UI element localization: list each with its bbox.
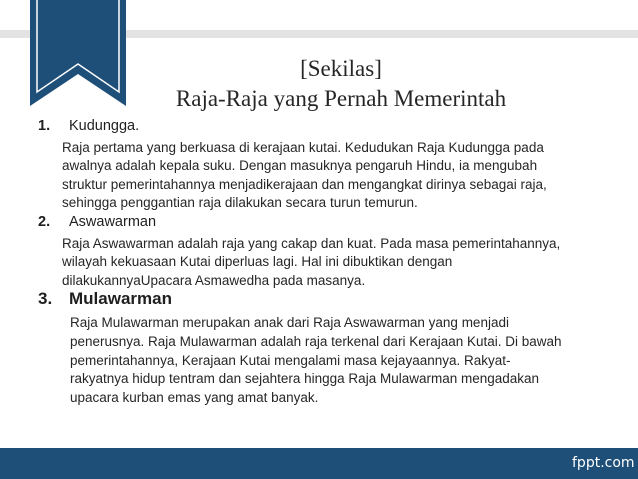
description-line: rakyatnya hidup tentram dan sejahtera hingga Raja Mulawarman mengadakan	[70, 371, 540, 387]
list-item-number: 3.	[38, 289, 53, 308]
slide-title-line2: Raja-Raja yang Pernah Memerintah	[175, 86, 507, 111]
list-item-number: 2.	[38, 214, 51, 230]
description-line: Raja Mulawarman merupakan anak dari Raja Aswawarman yang menjadi	[70, 315, 509, 330]
list-item-description	[62, 235, 560, 290]
description-line: Raja pertama yang berkuasa di kerajaan kutai. Kedudukan Raja Kudungga pada	[62, 140, 544, 155]
description-line: upacara kurban emas yang amat banyak.	[70, 390, 319, 406]
list-item-description	[70, 314, 562, 408]
list-item-heading	[38, 117, 338, 137]
list-item-description	[62, 139, 547, 213]
slide-title-line1: [Sekilas]	[300, 56, 382, 81]
list-item-name: Aswawarman	[69, 214, 157, 230]
list-item-heading	[38, 290, 338, 312]
list-item-number: 1.	[38, 118, 51, 134]
description-line: penerusnya. Raja Mulawarman adalah raja terkenal dari Kerajaan Kutai. Di bawah	[70, 333, 562, 349]
description-line: sehingga penggantian raja dilakukan secara turun temurun.	[62, 195, 418, 211]
footer-bar	[0, 448, 638, 479]
list-item-name: Kudungga	[69, 118, 136, 134]
list-item-heading	[38, 213, 338, 233]
list-item-name-suffix: .	[135, 118, 140, 134]
description-line: pemerintahannya, Kerajaan Kutai mengalami masa kejayaannya. Rakyat-	[70, 352, 511, 368]
description-line: Raja Aswawarman adalah raja yang cakap dan kuat. Pada masa pemerintahannya,	[62, 236, 561, 251]
list-item-name-wrap	[69, 117, 139, 135]
description-line: wilayah kekuasaan Kutai diperluas lagi. Hal ini dibuktikan dengan	[62, 254, 453, 270]
list-item-name: Mulawarman	[69, 289, 172, 308]
description-line: dilakukannyaUpacara Asmawedha pada masanya.	[62, 272, 366, 288]
brand-watermark: fppt.com	[572, 455, 635, 471]
description-line: awalnya adalah kepala suku. Dengan masuknya pengaruh Hindu, ia mengubah	[62, 158, 538, 174]
description-line: struktur pemerintahannya menjadikerajaan dan mengangkat dirinya sebagai raja,	[62, 176, 547, 192]
